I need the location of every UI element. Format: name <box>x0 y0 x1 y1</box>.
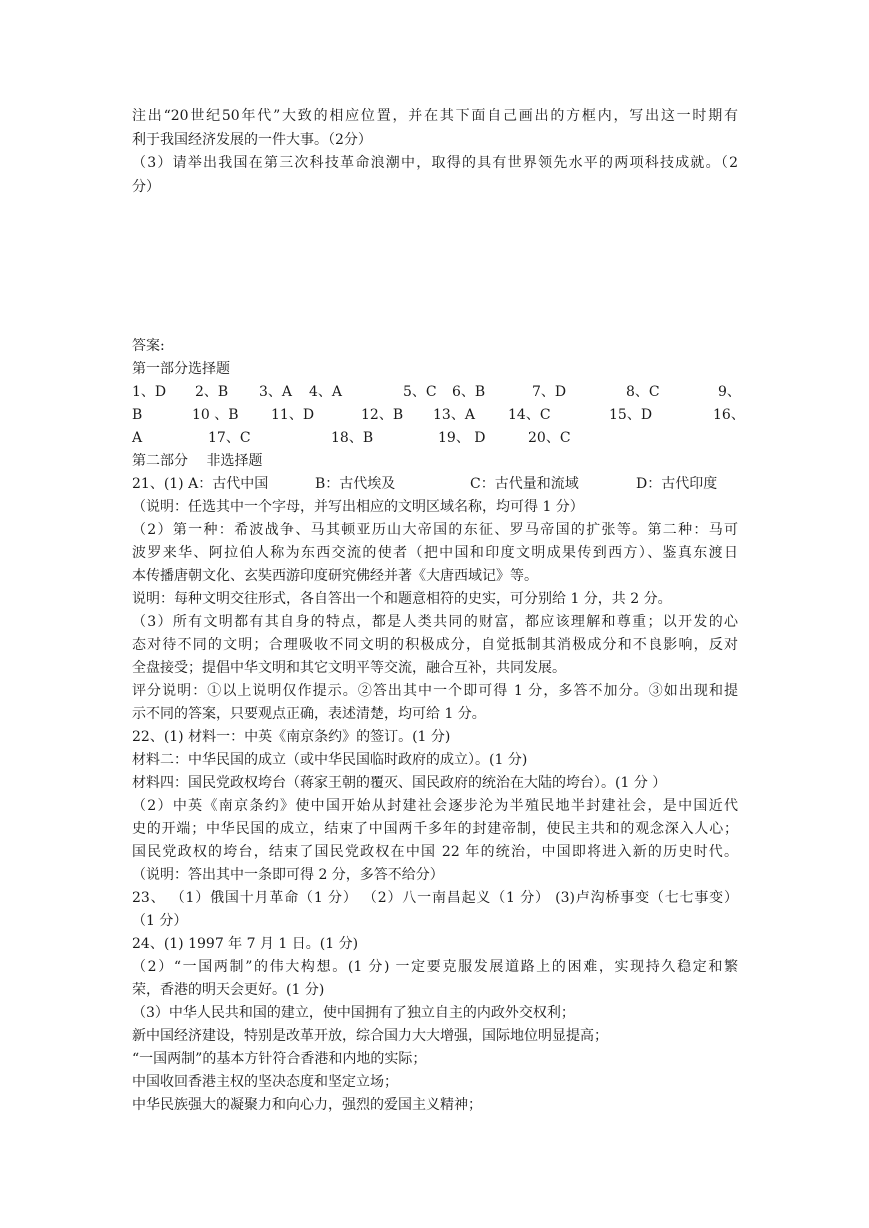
answer-text-line: 评分说明：①以上说明仅作提示。②答出其中一个即可得 1 分，多答不加分。③如出现和提 <box>132 683 738 699</box>
choice-answer: 7、D <box>532 384 567 400</box>
answer-text-line: “一国两制”的基本方针符合香港和内地的实际； <box>132 1051 427 1067</box>
answer-text-line: 示不同的答案，只要观点正确，表述清楚，均可给 1 分。 <box>132 706 486 722</box>
choice-answer: 19、 D <box>438 430 486 446</box>
answer-text-line: 23、 （1）俄国十月革命（1 分） （2）八一南昌起义（1 分） (3)卢沟桥事变（七七事变） <box>132 890 738 906</box>
answer-text-line: （2）“一国两制”的伟大构想。(1 分) 一定要克服发展道路上的困难，实现持久稳定和繁 <box>132 959 738 975</box>
choice-answer: 6、B <box>452 384 486 400</box>
choice-answer: 16、 <box>713 407 745 423</box>
answer-text-line: （2）中英《南京条约》使中国开始从封建社会逐步沦为半殖民地半封建社会，是中国近代 <box>132 798 738 814</box>
answers-heading: 答案: <box>132 338 165 354</box>
q21-answer-row <box>132 473 738 495</box>
question-text-line: （3）请举出我国在第三次科技革命浪潮中，取得的具有世界领先水平的两项科技成就。（2 <box>132 155 738 171</box>
choice-answer: 17、C <box>208 430 251 446</box>
q21-note: （说明：任选其中一个字母，并写出相应的文明区域名称，均可得 1 分） <box>132 499 584 515</box>
answer-text-line: 荣，香港的明天会更好。(1 分) <box>132 982 325 998</box>
choice-answer: 9、 <box>718 384 741 400</box>
answer-text-line: 22、(1) 材料一：中英《南京条约》的签订。(1 分) <box>132 729 451 745</box>
choice-answer: 12、B <box>361 407 404 423</box>
answer-text-line: 材料二：中华民国的成立（或中华民国临时政府的成立）。(1 分) <box>132 752 528 768</box>
answer-text-line: （1 分） <box>132 913 188 929</box>
choice-answer: B <box>132 407 143 423</box>
answer-text-line: （3）中华人民共和国的建立，使中国拥有了独立自主的内政外交权利； <box>132 1005 575 1021</box>
choice-answer: A <box>132 430 143 446</box>
choice-answer: 4、A <box>309 384 343 400</box>
answer-text-line: （3）所有文明都有其自身的特点，都是人类共同的财富，都应该理解和尊重；以开发的心 <box>132 614 738 630</box>
choice-answer: 13、A <box>433 407 475 423</box>
choice-answer: 3、A <box>259 384 293 400</box>
choice-answer: 18、B <box>331 430 374 446</box>
answer-text-line: 中华民族强大的凝聚力和向心力，强烈的爱国主义精神； <box>132 1097 482 1113</box>
answer-text-line: 全盘接受；提倡中华文明和其它文明平等交流，融合互补，共同发展。 <box>132 660 566 676</box>
choice-answer: 11、D <box>271 407 315 423</box>
q21-answer-c: C：古代量和流域 <box>470 476 579 492</box>
answer-text-line: 波罗来华、阿拉伯人称为东西交流的使者（把中国和印度文明成果传到西方）、鉴真东渡日 <box>132 545 738 561</box>
choice-answer: 2、B <box>195 384 229 400</box>
answer-text-line: 中国收回香港主权的坚决态度和坚定立场； <box>132 1074 398 1090</box>
choice-answer: 5、C <box>403 384 437 400</box>
answer-text-line: 史的开端；中华民国的成立，结束了中国两千多年的封建帝制，使民主共和的观念深入人心； <box>132 821 738 837</box>
choice-answers-row <box>132 381 741 403</box>
answer-text-line: 国民党政权的垮台，结束了国民党政权在中国 22 年的统治，中国即将进入新的历史时代。 <box>132 844 738 860</box>
answer-text-line: （2）第一种：希波战争、马其顿亚历山大帝国的东征、罗马帝国的扩张等。第二种：马可 <box>132 522 738 538</box>
part1-title: 第一部分选择题 <box>132 361 230 377</box>
q21-answer-b: B：古代埃及 <box>315 476 396 492</box>
choice-answer: 15、D <box>609 407 653 423</box>
answer-text-line: 说明：每种文明交往形式，各自答出一个和题意相符的史实，可分别给 1 分，共 2 分。 <box>132 591 672 607</box>
answer-text-line: 新中国经济建设，特别是改革开放，综合国力大大增强，国际地位明显提高； <box>132 1028 608 1044</box>
question-text-line: 分） <box>132 179 160 195</box>
question-text-line: 注出“20世纪50年代”大致的相应位置，并在其下面自己画出的方框内，写出这一时期有 <box>132 108 738 124</box>
answer-text-line: 材料四：国民党政权垮台（蒋家王朝的覆灭、国民政府的统治在大陆的垮台）。(1 分 ） <box>132 775 667 791</box>
q21-answer-d: D：古代印度 <box>636 476 718 492</box>
choice-answers-row <box>132 427 738 449</box>
choice-answer: 20、C <box>528 430 571 446</box>
choice-answer: 8、C <box>626 384 660 400</box>
answer-text-line: （说明：答出其中一条即可得 2 分，多答不给分） <box>132 867 444 883</box>
answer-text-line: 态对待不同的文明；合理吸收不同文明的积极成分，自觉抵制其消极成分和不良影响，反对 <box>132 637 738 653</box>
choice-answers-row <box>132 404 745 426</box>
choice-answer: 1、D <box>132 384 167 400</box>
choice-answer: 10 、B <box>192 407 239 423</box>
q21-answer-a: 21、(1) A：古代中国 <box>132 476 269 492</box>
choice-answer: 14、C <box>508 407 551 423</box>
question-text-line: 利于我国经济发展的一件大事。（2分） <box>132 132 372 148</box>
answer-text-line: 本传播唐朝文化、玄奘西游印度研究佛经并著《大唐西域记》等。 <box>132 568 538 584</box>
answer-text-line: 24、(1) 1997 年 7 月 1 日。(1 分) <box>132 936 359 952</box>
part2-title: 第二部分 非选择题 <box>132 453 263 469</box>
